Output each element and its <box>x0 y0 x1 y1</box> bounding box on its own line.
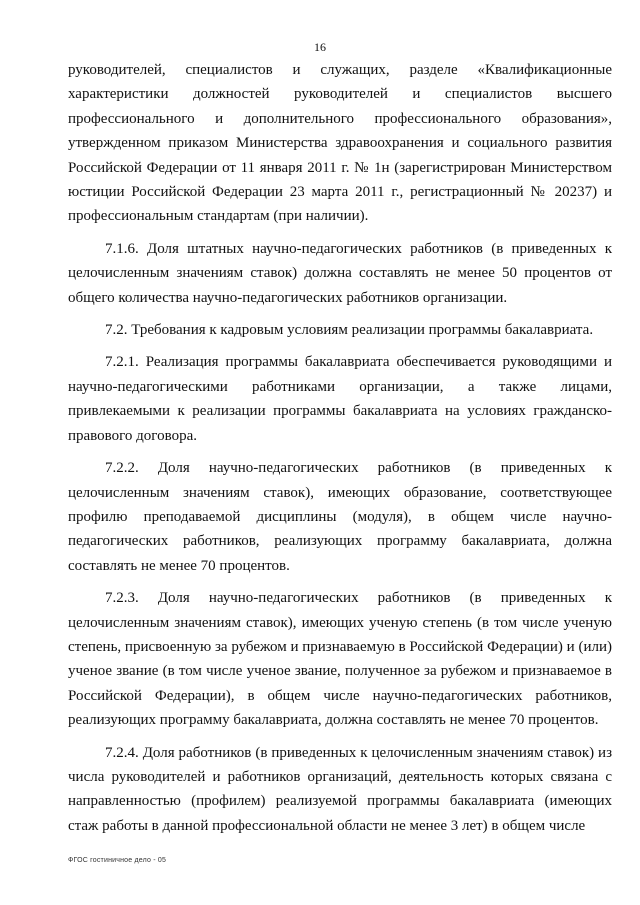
page-footer: ФГОС гостиничное дело - 05 <box>68 857 167 864</box>
paragraph-7-2-3: 7.2.3. Доля научно-педагогических работников (в приведенных к целочисленным значениям ставок), имеющих ученую степень (в том числе ученую степень, присвоенную за рубежом и признаваемую в Российской Федерации) и (или) ученое звание (в том числе ученое звание, полученное за рубежом и признаваемое в Российской Федерации), в общем числе научно-педагогических работников, реализующих программу бакалавриата, должна составлять не менее 70 процентов. <box>68 590 612 729</box>
document-body <box>68 58 612 846</box>
paragraph-continuation: руководителей, специалистов и служащих, разделе «Квалификационные характеристики должностей руководителей и специалистов высшего профессионального и дополнительного профессионального образования», утвержденном приказом Министерства здравоохранения и социального развития Российской Федерации от 11 января 2011 г. № 1н (зарегистрирован Министерством юстиции Российской Федерации 23 марта 2011 г., регистрационный № 20237) и профессиональным стандартам (при наличии). <box>68 62 612 225</box>
paragraph-7-1-6: 7.1.6. Доля штатных научно-педагогических работников (в приведенных к целочисленным значениям ставок) должна составлять не менее 50 процентов от общего количества научно-педагогических работников организации. <box>68 240 612 306</box>
paragraph-7-2: 7.2. Требования к кадровым условиям реализации программы бакалавриата. <box>105 322 594 339</box>
page-number: 16 <box>314 40 326 54</box>
paragraph-7-2-2: 7.2.2. Доля научно-педагогических работников (в приведенных к целочисленным значениям ставок), имеющих образование, соответствующее профилю преподаваемой дисциплины (модуля), в общем числе научно-педагогических работников, реализующих программу бакалавриата, должна составлять не менее 70 процентов. <box>68 460 612 574</box>
paragraph-7-2-1: 7.2.1. Реализация программы бакалавриата обеспечивается руководящими и научно-педагогическими работниками организации, а также лицами, привлекаемыми к реализации программы бакалавриата на условиях гражданско-правового договора. <box>68 354 612 444</box>
paragraph-7-2-4: 7.2.4. Доля работников (в приведенных к целочисленным значениям ставок) из числа руководителей и работников организаций, деятельность которых связана с направленностью (профилем) реализуемой программы бакалавриата (имеющих стаж работы в данной профессиональной области не менее 3 лет) в общем числе <box>68 744 612 834</box>
